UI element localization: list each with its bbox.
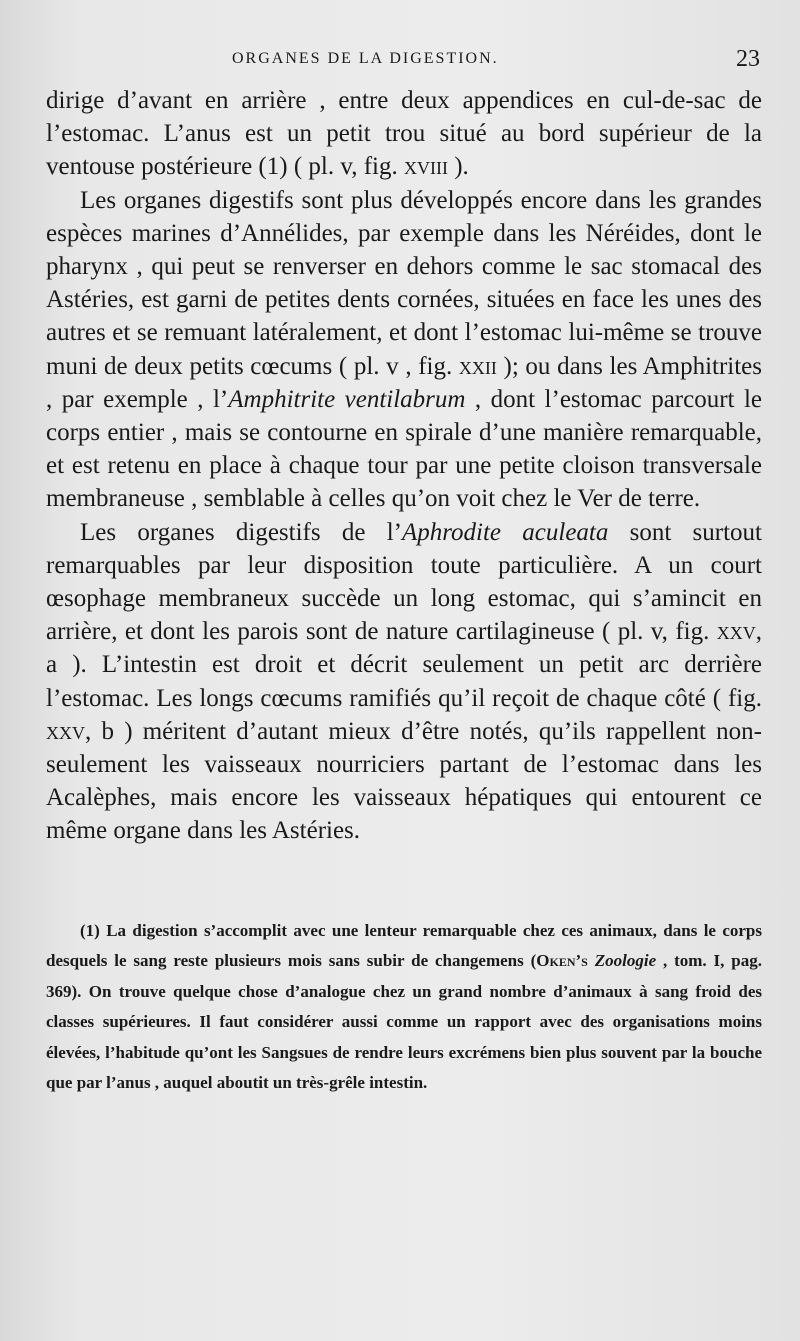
plate-figure-ref: xxv xyxy=(46,717,85,745)
paragraph-nereides xyxy=(46,184,762,516)
paragraph-aphrodite xyxy=(46,516,762,848)
text-run xyxy=(588,951,595,970)
footnote-gap xyxy=(46,848,766,916)
plate-figure-ref: xviii xyxy=(404,153,448,181)
page-header xyxy=(46,46,766,80)
author-name: Oken’s xyxy=(536,951,588,971)
footnote xyxy=(46,916,762,1099)
text-run: dirige d’avant en arrière , entre deux appendices en cul-de-sac de l’estomac. L’anus est un petit trou situé au bord supérieur de la ventouse postérieure (1) ( pl. v, fig. xyxy=(46,87,762,181)
text-run: ); ou dans les Amphitrites , par exemple , l’ xyxy=(46,352,762,413)
text-run: ). xyxy=(447,153,469,181)
text-run: sont surtout remarquables par leur disposition toute particulière. A un court œsophage membraneux succède un long estomac, qui s’amincit en arrière, et dont les parois sont de nature cartilagineuse ( pl. v, fig. xyxy=(46,518,762,646)
text-run: , dont l’estomac parcourt le corps entier , mais se contourne en spirale d’une manière remarquable, et est retenu en place à chaque tour par une petite cloison transversale membraneuse , semblable à celles qu’on voit chez le Ver de terre. xyxy=(46,385,763,513)
plate-figure-ref: xxii xyxy=(458,352,497,380)
text-run: , a ). L’intestin est droit et décrit seulement un petit arc derrière l’estomac. Les longs cœcums ramifiés qu’il reçoit de chaque côté ( fig. xyxy=(46,618,762,712)
text-run: , b ) méritent d’autant mieux d’être notés, qu’ils rappellent non-seulement les vaisseaux nourriciers partant de l’estomac dans les Acalèphes, mais encore les vaisseaux hépatiques qui entourent ce même organe dans les Astéries. xyxy=(46,717,762,845)
text-run: Les organes digestifs de l’ xyxy=(80,518,402,546)
text-run: Les organes digestifs sont plus développés encore dans les grandes espèces marines d’Annélides, par exemple dans les Néréides, dont le pharynx , qui peut se renverser en dehors comme le sac stomacal des Astéries, est garni de petites dents cornées, situées en face les unes des autres et se remuant latéralement, et dont l’estomac lui-même se trouve muni de deux petits cœcums ( pl. v , fig. xyxy=(46,186,762,380)
text-run: , tom. I, pag. 369). On trouve quelque chose d’analogue chez un grand nombre d’animaux à sang froid des classes supérieures. Il faut considérer aussi comme un rapport avec des organisations moins élevées, l’habitude qu’ont les Sangsues de rendre leurs excrémens bien plus souvent par la bouche que par l’anus , auquel aboutit un très-grêle intestin. xyxy=(46,951,762,1093)
plate-figure-ref: xxv xyxy=(716,618,756,646)
page-number: 23 xyxy=(736,46,760,72)
book-title: Zoologie xyxy=(594,951,657,971)
running-title: ORGANES DE LA DIGESTION. xyxy=(232,50,499,67)
species-name: Aphrodite aculeata xyxy=(401,518,609,546)
text-run: (1) La digestion s’accomplit avec une lenteur remarquable chez ces animaux, dans le corps desquels le sang reste plusieurs mois sans subir de changemens ( xyxy=(46,920,762,971)
species-name: Amphitrite ventilabrum xyxy=(228,385,466,413)
main-text xyxy=(46,84,762,848)
paragraph-continuation xyxy=(46,84,762,184)
